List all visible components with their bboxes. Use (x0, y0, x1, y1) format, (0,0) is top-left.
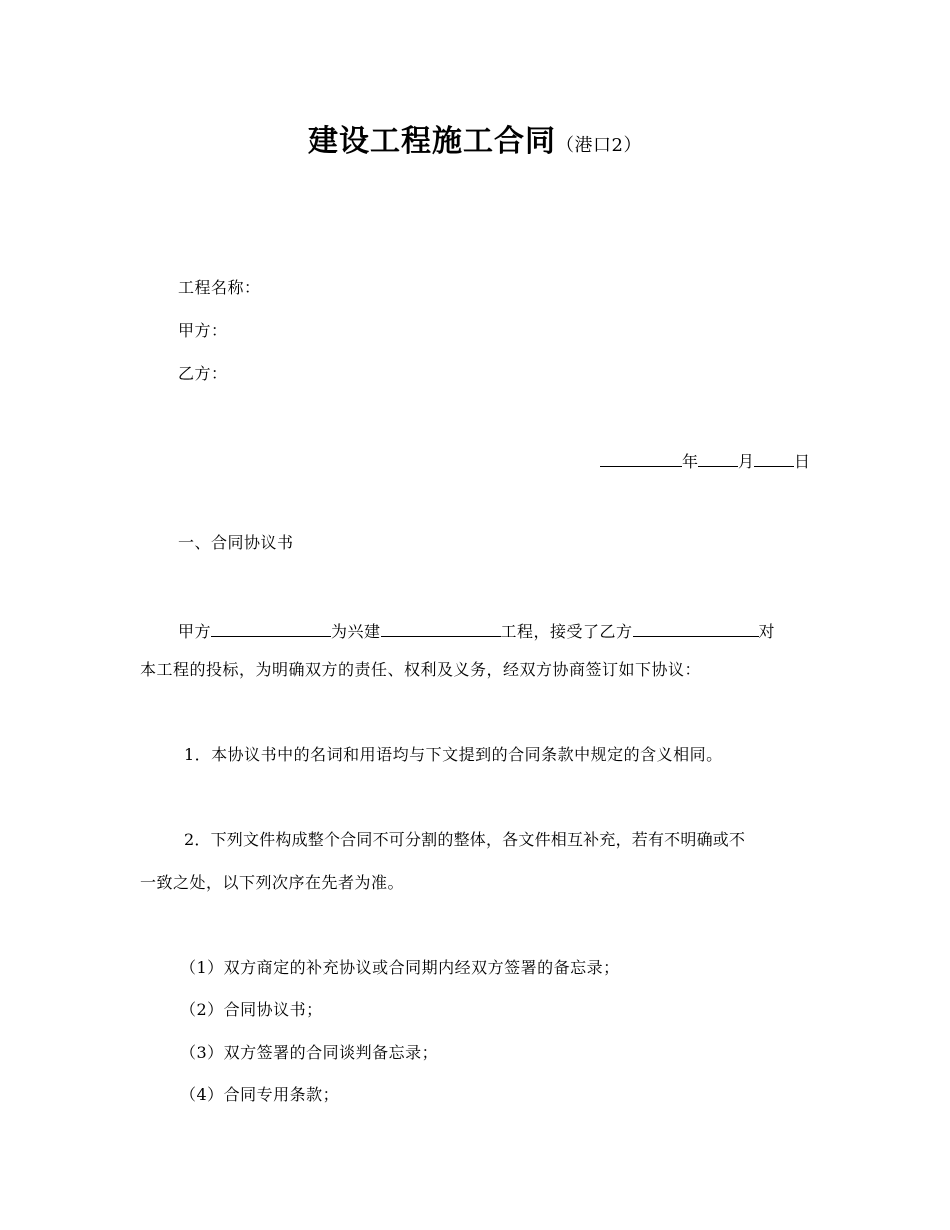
clause-2-line-2: 一致之处，以下列次序在先者为准。 (140, 873, 405, 892)
project-name-label: 工程名称： (178, 278, 261, 297)
document-item-2: （2）合同协议书； (180, 1000, 323, 1019)
date-line (600, 448, 810, 472)
project-blank (381, 618, 501, 637)
party-a-blank (211, 618, 331, 637)
party-a-label: 甲方： (178, 321, 228, 340)
month-label: 月 (737, 452, 754, 471)
clause-2-line-1: 2．下列文件构成整个合同不可分割的整体，各文件相互补充，若有不明确或不 (184, 830, 746, 849)
year-label: 年 (681, 452, 698, 471)
section-heading: 一、合同协议书 (178, 533, 294, 552)
intro-line-1 (178, 618, 775, 642)
year-blank (600, 448, 682, 467)
document-item-3: （3）双方签署的合同谈判备忘录； (180, 1043, 439, 1062)
intro-party-a: 甲方 (178, 622, 212, 641)
party-b-label: 乙方： (178, 364, 228, 383)
document-item-4: （4）合同专用条款； (180, 1085, 340, 1104)
day-blank (754, 448, 794, 467)
document-item-1: （1）双方商定的补充协议或合同期内经双方签署的备忘录； (180, 958, 620, 977)
intro-to: 对 (758, 622, 776, 641)
document-title (0, 116, 950, 160)
clause-1: 1．本协议书中的名词和用语均与下文提到的合同条款中规定的含义相同。 (184, 745, 723, 764)
intro-build: 为兴建 (331, 622, 381, 641)
intro-line-2: 本工程的投标，为明确双方的责任、权利及义务，经双方协商签订如下协议： (140, 660, 702, 679)
party-b-blank (633, 618, 759, 637)
month-blank (698, 448, 738, 467)
intro-accept: 工程，接受了乙方 (500, 622, 633, 641)
title-main: 建设工程施工合同 (308, 124, 557, 159)
title-sub: （港口2） (556, 135, 642, 156)
day-label: 日 (793, 452, 810, 471)
